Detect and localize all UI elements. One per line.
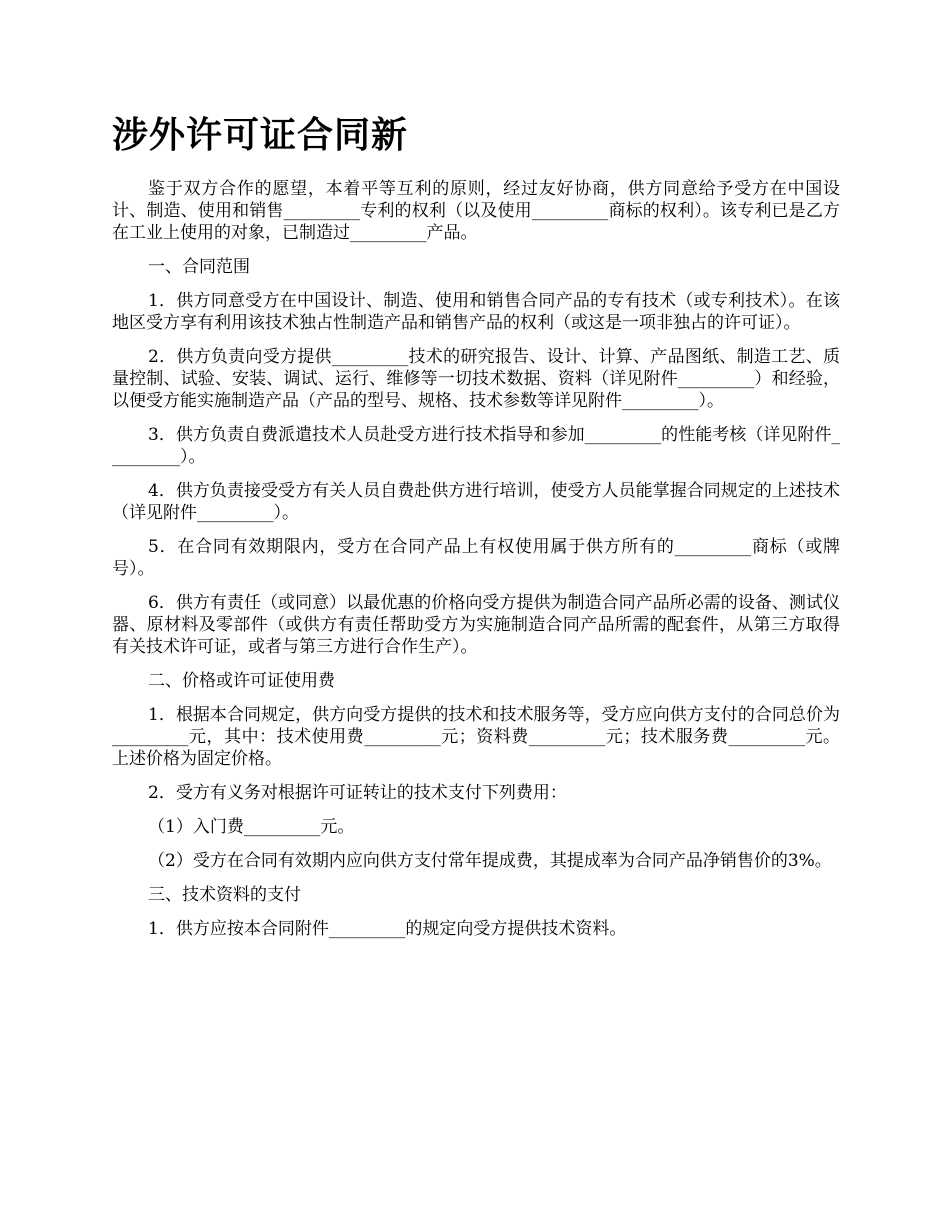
document-title: 涉外许可证合同新 xyxy=(112,115,409,156)
section-heading-price: 二、价格或许可证使用费 xyxy=(148,671,335,691)
paragraph-preamble: 鉴于双方合作的愿望，本着平等互利的原则，经过友好协商，供方同意给予受方在中国设计、制造、使用和销售_________专利的权利（以及使用_________商标的权利）。该专利已是乙方在工业上使用的对象，已制造过_________产品。 xyxy=(112,179,840,243)
paragraph-scope-1: 1．供方同意受方在中国设计、制造、使用和销售合同产品的专有技术（或专利技术）。在该地区受方享有利用该技术独占性制造产品和销售产品的权利（或这是一项非独占的许可证）。 xyxy=(112,291,840,333)
paragraph-price-2: 2．受方有义务对根据许可证转让的技术支付下列费用： xyxy=(148,783,567,803)
paragraph-price-1: 1．根据本合同规定，供方向受方提供的技术和技术服务等，受方应向供方支付的合同总价为_________元，其中：技术使用费_________元；资料费_________元；技术服务费_________元。上述价格为固定价格。 xyxy=(112,705,840,769)
paragraph-scope-6: 6．供方有责任（或同意）以最优惠的价格向受方提供为制造合同产品所必需的设备、测试仪器、原材料及零部件（或供方有责任帮助受方为实施制造合同产品所需的配套件，从第三方取得有关技术许可证，或者与第三方进行合作生产）。 xyxy=(112,593,840,657)
paragraph-price-2-1: （1）入门费_________元。 xyxy=(148,817,355,837)
section-heading-scope: 一、合同范围 xyxy=(148,257,250,277)
paragraph-scope-2: 2．供方负责向受方提供_________技术的研究报告、设计、计算、产品图纸、制造工艺、质量控制、试验、安装、调试、运行、维修等一切技术数据、资料（详见附件_________）和经验，以便受方能实施制造产品（产品的型号、规格、技术参数等详见附件_________）。 xyxy=(112,347,840,411)
document-body xyxy=(112,178,840,952)
paragraph-scope-5: 5．在合同有效期限内，受方在合同产品上有权使用属于供方所有的_________商标（或牌号）。 xyxy=(112,537,840,579)
paragraph-technical-data-1: 1．供方应按本合同附件_________的规定向受方提供技术资料。 xyxy=(148,919,627,939)
paragraph-scope-3: 3．供方负责自费派遣技术人员赴受方进行技术指导和参加_________的性能考核（详见附件_________）。 xyxy=(112,425,840,467)
section-heading-technical-data: 三、技术资料的支付 xyxy=(148,885,301,905)
paragraph-price-2-2: （2）受方在合同有效期内应向供方支付常年提成费，其提成率为合同产品净销售价的3%。 xyxy=(148,851,832,871)
paragraph-scope-4: 4．供方负责接受受方有关人员自费赴供方进行培训，使受方人员能掌握合同规定的上述技术（详见附件_________）。 xyxy=(112,481,840,523)
